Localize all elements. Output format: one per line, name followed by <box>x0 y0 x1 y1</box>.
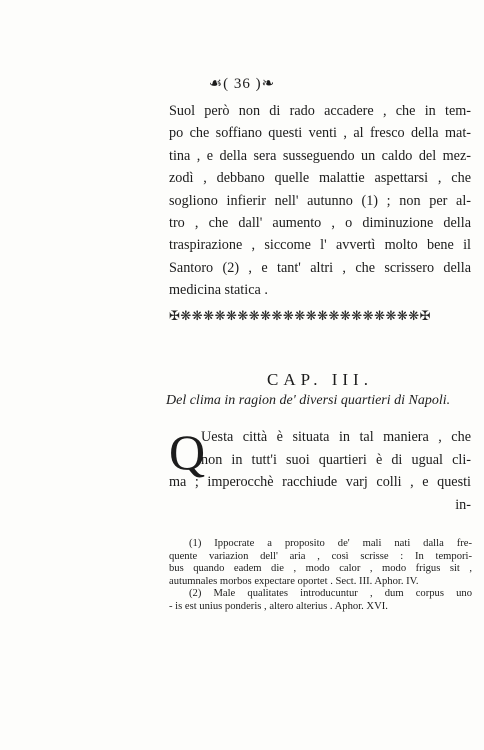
footnote-line: quente variazion dell' aria , così scrisse : In tempori- <box>169 550 472 562</box>
chapter-title: Del clima in ragion de' diversi quartieri di Napoli. <box>166 393 451 408</box>
footnote-line: bus quando eadem die , modo calor , modo frigus sit , <box>169 563 472 575</box>
chapter-paragraph <box>169 426 471 516</box>
footnotes <box>169 538 472 614</box>
text-line: sogliono infierir nell' autunno (1) ; non per al- <box>169 192 471 209</box>
catchword: in- <box>455 496 471 513</box>
drop-cap-letter: Q <box>169 424 206 480</box>
footnote-line: autumnales morbos expectare oportet . Sect. III. Aphor. IV. <box>169 575 419 587</box>
text-line: non in tutt'i suoi quartieri è di ugual cli- <box>201 451 471 468</box>
text-line: ma ; imperocchè racchiude varj colli , e questi <box>169 474 471 491</box>
text-line: tina , e della sera susseguendo un caldo del mez- <box>169 147 471 164</box>
text-line: tro , che dall' aumento , o diminuzione della <box>169 215 471 232</box>
text-line: zodì , debbano quelle malattie aspettarsi , che <box>169 170 471 187</box>
decorative-ornament-band: ✠❋❋❋❋❋❋❋❋❋❋❋❋❋❋❋❋❋❋❋❋❋✠ <box>169 308 432 323</box>
running-head-page-number: ☙( 36 )❧ <box>208 76 276 92</box>
text-line: medicina statica . <box>169 282 268 299</box>
text-line: Santoro (2) , e tant' altri , che scrissero della <box>169 259 471 276</box>
footnote-line: (2) Male qualitates introducuntur , dum corpus uno <box>189 588 472 600</box>
text-line: traspirazione , siccome l' avvertì molto bene il <box>169 237 471 254</box>
text-line: Suol però non di rado accadere , che in tem- <box>169 103 471 119</box>
text-line: Uesta città è situata in tal maniera , che <box>201 429 471 445</box>
footnote-line: - is est unius ponderis , altero alterius . Aphor. XVI. <box>169 600 388 612</box>
footnote-line: (1) Ippocrate a proposito de' mali nati dalla fre- <box>189 538 472 549</box>
top-text-block <box>169 100 471 302</box>
chapter-heading: CAP. III. <box>267 370 373 389</box>
text-line: po che soffiano questi venti , al fresco della mat- <box>169 125 471 142</box>
